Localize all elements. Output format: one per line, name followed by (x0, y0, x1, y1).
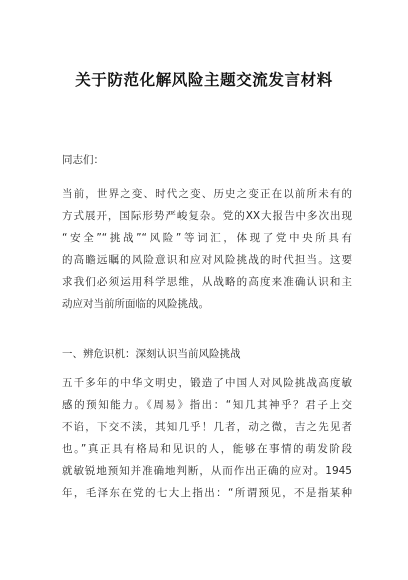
paragraph-line: 五千多年的中华文明史，锻造了中国人对风险挑战高度敏 (62, 377, 352, 389)
paragraph-line: “安全”“挑战”“风险”等词汇，体现了党中央所具有 (62, 232, 352, 244)
section-heading: 一、辨危识机：深刻认识当前风险挑战 (62, 348, 241, 360)
paragraph-line: 就敏锐地预知并准确地判断，从而作出正确的应对。1945 (62, 465, 352, 477)
paragraph-line: 当前，世界之变、时代之变、历史之变正在以前所未有的 (62, 188, 352, 200)
document-title: 关于防范化解风险主题交流发言材料 (75, 70, 333, 89)
greeting: 同志们： (62, 154, 104, 166)
paragraph-line: 感的预知能力。《周易》指出：“知几其神乎？君子上交 (62, 399, 352, 411)
paragraph-line: 不谄，下交不渎，其知几乎！几者，动之微，吉之先见者 (62, 421, 352, 433)
paragraph-intro (62, 183, 352, 315)
paragraph-line: 年，毛泽东在党的七大上指出：“所谓预见，不是指某种 (62, 487, 352, 499)
paragraph-line: 动应对当前所面临的风险挑战。 (62, 298, 209, 310)
paragraph-line: 也。”真正具有格局和见识的人，能够在事情的萌发阶段 (62, 443, 352, 455)
paragraph-line: 方式展开，国际形势严峻复杂。党的XX大报告中多次出现 (62, 210, 352, 222)
paragraph-section-one (62, 372, 352, 504)
paragraph-line: 求我们必须运用科学思维，从战略的高度来准确认识和主 (62, 276, 352, 288)
paragraph-line: 的高瞻远瞩的风险意识和应对风险挑战的时代担当。这要 (62, 254, 352, 266)
